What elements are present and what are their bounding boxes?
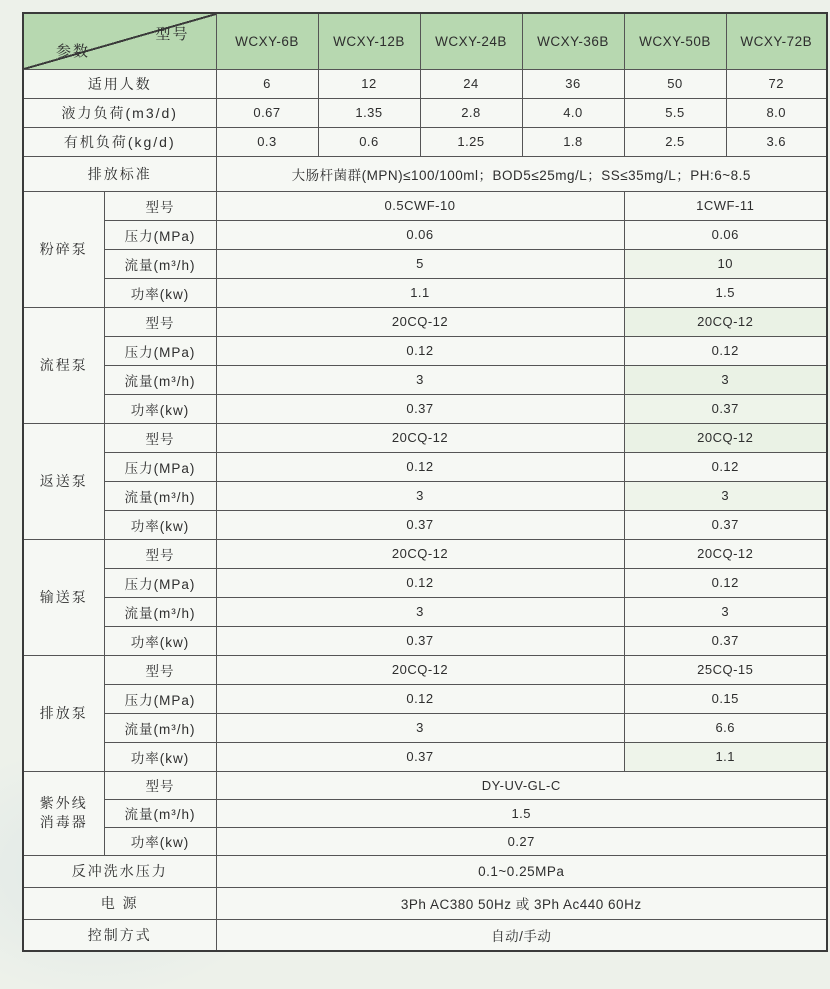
table-row bbox=[23, 855, 827, 887]
value-cell: 4.0 bbox=[522, 98, 624, 127]
row-label: 液力负荷(m3/d) bbox=[23, 98, 216, 127]
table-row bbox=[23, 394, 827, 423]
sub-label: 流量(m³/h) bbox=[104, 249, 216, 278]
table-row bbox=[23, 713, 827, 742]
table-row bbox=[23, 69, 827, 98]
sub-label: 压力(MPa) bbox=[104, 220, 216, 249]
sub-label: 功率(kw) bbox=[104, 626, 216, 655]
value-cell: 3 bbox=[624, 597, 827, 626]
row-label: 电 源 bbox=[23, 887, 216, 919]
value-cell: 72 bbox=[726, 69, 827, 98]
value-cell: 20CQ-12 bbox=[216, 655, 624, 684]
row-label: 控制方式 bbox=[23, 919, 216, 951]
value-cell: 0.06 bbox=[216, 220, 624, 249]
value-cell: 3 bbox=[216, 713, 624, 742]
value-cell: 0.12 bbox=[216, 568, 624, 597]
sub-label: 功率(kw) bbox=[104, 510, 216, 539]
value-cell: 0.37 bbox=[624, 626, 827, 655]
value-cell: 3 bbox=[624, 365, 827, 394]
group-label-line1: 紫外线 bbox=[39, 795, 88, 812]
group-label: 粉碎泵 bbox=[23, 191, 104, 307]
table-row bbox=[23, 98, 827, 127]
value-cell: 1.1 bbox=[216, 278, 624, 307]
table-row bbox=[23, 597, 827, 626]
value-cell: 12 bbox=[318, 69, 420, 98]
value-cell: 0.67 bbox=[216, 98, 318, 127]
table-row bbox=[23, 365, 827, 394]
value-cell: 5 bbox=[216, 249, 624, 278]
value-cell: 0.12 bbox=[624, 452, 827, 481]
value-cell: 25CQ-15 bbox=[624, 655, 827, 684]
value-cell: 20CQ-12 bbox=[216, 539, 624, 568]
model-header: WCXY-50B bbox=[624, 13, 726, 69]
model-header: WCXY-24B bbox=[420, 13, 522, 69]
model-header: WCXY-36B bbox=[522, 13, 624, 69]
group-label: 返送泵 bbox=[23, 423, 104, 539]
table-row bbox=[23, 220, 827, 249]
value-cell: 0.5CWF-10 bbox=[216, 191, 624, 220]
value-cell: 8.0 bbox=[726, 98, 827, 127]
table-row bbox=[23, 626, 827, 655]
value-cell: 3 bbox=[216, 597, 624, 626]
value-cell: 2.5 bbox=[624, 127, 726, 156]
value-cell: 0.37 bbox=[216, 742, 624, 771]
value-cell: 0.27 bbox=[216, 827, 827, 855]
header-row bbox=[23, 13, 827, 69]
value-cell: 24 bbox=[420, 69, 522, 98]
sub-label: 流量(m³/h) bbox=[104, 365, 216, 394]
row-label: 反冲洗水压力 bbox=[23, 855, 216, 887]
value-cell: 1.25 bbox=[420, 127, 522, 156]
value-cell: 20CQ-12 bbox=[216, 307, 624, 336]
group-label-line2: 消毒器 bbox=[39, 814, 88, 830]
value-cell: 3 bbox=[624, 481, 827, 510]
value-cell: 0.37 bbox=[216, 626, 624, 655]
value-cell: 6 bbox=[216, 69, 318, 98]
value-cell: 自动/手动 bbox=[216, 919, 827, 951]
value-cell: 1.5 bbox=[624, 278, 827, 307]
value-cell: 10 bbox=[624, 249, 827, 278]
row-label: 适用人数 bbox=[23, 69, 216, 98]
sub-label: 压力(MPa) bbox=[104, 452, 216, 481]
value-cell: 3 bbox=[216, 365, 624, 394]
sub-label: 流量(m³/h) bbox=[104, 713, 216, 742]
corner-header-cell bbox=[23, 13, 216, 69]
value-cell: 20CQ-12 bbox=[216, 423, 624, 452]
value-cell: 0.37 bbox=[624, 510, 827, 539]
table-row bbox=[23, 336, 827, 365]
sub-label: 功率(kw) bbox=[104, 394, 216, 423]
corner-label-param: 参数 bbox=[56, 42, 91, 60]
sub-label: 型号 bbox=[104, 423, 216, 452]
value-cell: 1.5 bbox=[216, 799, 827, 827]
sub-label: 压力(MPa) bbox=[104, 684, 216, 713]
value-cell: 0.15 bbox=[624, 684, 827, 713]
table-row bbox=[23, 452, 827, 481]
value-cell: 0.37 bbox=[216, 394, 624, 423]
value-cell: 6.6 bbox=[624, 713, 827, 742]
table-row bbox=[23, 887, 827, 919]
value-cell: 0.12 bbox=[216, 336, 624, 365]
table-row bbox=[23, 127, 827, 156]
value-cell: 20CQ-12 bbox=[624, 423, 827, 452]
value-cell: 2.8 bbox=[420, 98, 522, 127]
value-cell: 0.1~0.25MPa bbox=[216, 855, 827, 887]
value-cell: 0.12 bbox=[624, 568, 827, 597]
value-cell: 3Ph AC380 50Hz 或 3Ph Ac440 60Hz bbox=[216, 887, 827, 919]
model-header: WCXY-12B bbox=[318, 13, 420, 69]
table-row bbox=[23, 423, 827, 452]
table-row bbox=[23, 191, 827, 220]
sub-label: 型号 bbox=[104, 655, 216, 684]
value-cell: 3 bbox=[216, 481, 624, 510]
value-cell: 1.8 bbox=[522, 127, 624, 156]
sub-label: 流量(m³/h) bbox=[104, 799, 216, 827]
sub-label: 流量(m³/h) bbox=[104, 481, 216, 510]
table-row bbox=[23, 684, 827, 713]
row-label: 排放标准 bbox=[23, 156, 216, 191]
value-cell: 0.12 bbox=[216, 684, 624, 713]
sub-label: 功率(kw) bbox=[104, 278, 216, 307]
sub-label: 压力(MPa) bbox=[104, 568, 216, 597]
table-row bbox=[23, 827, 827, 855]
table-row bbox=[23, 539, 827, 568]
table-row bbox=[23, 278, 827, 307]
value-cell: 0.06 bbox=[624, 220, 827, 249]
value-cell: 0.6 bbox=[318, 127, 420, 156]
value-cell: 0.3 bbox=[216, 127, 318, 156]
table-row bbox=[23, 655, 827, 684]
sub-label: 功率(kw) bbox=[104, 827, 216, 855]
table-row bbox=[23, 771, 827, 799]
spec-table bbox=[22, 12, 828, 952]
sub-label: 型号 bbox=[104, 539, 216, 568]
sub-label: 型号 bbox=[104, 307, 216, 336]
sub-label: 功率(kw) bbox=[104, 742, 216, 771]
value-cell: 0.12 bbox=[624, 336, 827, 365]
table-row bbox=[23, 481, 827, 510]
table-row bbox=[23, 919, 827, 951]
corner-label-model: 型号 bbox=[155, 26, 190, 43]
table-row bbox=[23, 307, 827, 336]
row-label: 有机负荷(kg/d) bbox=[23, 127, 216, 156]
sub-label: 流量(m³/h) bbox=[104, 597, 216, 626]
table-row bbox=[23, 156, 827, 191]
table-row bbox=[23, 249, 827, 278]
value-cell: 1.1 bbox=[624, 742, 827, 771]
sub-label: 压力(MPa) bbox=[104, 336, 216, 365]
value-cell: 0.37 bbox=[216, 510, 624, 539]
value-cell: 大肠杆菌群(MPN)≤100/100ml；BOD5≤25mg/L；SS≤35mg/L；PH:6~8.5 bbox=[216, 156, 827, 191]
group-label: 流程泵 bbox=[23, 307, 104, 423]
table-row bbox=[23, 742, 827, 771]
value-cell: DY-UV-GL-C bbox=[216, 771, 827, 799]
value-cell: 20CQ-12 bbox=[624, 539, 827, 568]
table-row bbox=[23, 568, 827, 597]
value-cell: 50 bbox=[624, 69, 726, 98]
group-label: 输送泵 bbox=[23, 539, 104, 655]
value-cell: 1CWF-11 bbox=[624, 191, 827, 220]
sub-label: 型号 bbox=[104, 771, 216, 799]
value-cell: 1.35 bbox=[318, 98, 420, 127]
sub-label: 型号 bbox=[104, 191, 216, 220]
value-cell: 5.5 bbox=[624, 98, 726, 127]
model-header: WCXY-72B bbox=[726, 13, 827, 69]
table-row bbox=[23, 799, 827, 827]
group-label bbox=[23, 771, 104, 855]
table-row bbox=[23, 510, 827, 539]
value-cell: 3.6 bbox=[726, 127, 827, 156]
model-header: WCXY-6B bbox=[216, 13, 318, 69]
value-cell: 20CQ-12 bbox=[624, 307, 827, 336]
value-cell: 0.37 bbox=[624, 394, 827, 423]
value-cell: 0.12 bbox=[216, 452, 624, 481]
group-label: 排放泵 bbox=[23, 655, 104, 771]
value-cell: 36 bbox=[522, 69, 624, 98]
